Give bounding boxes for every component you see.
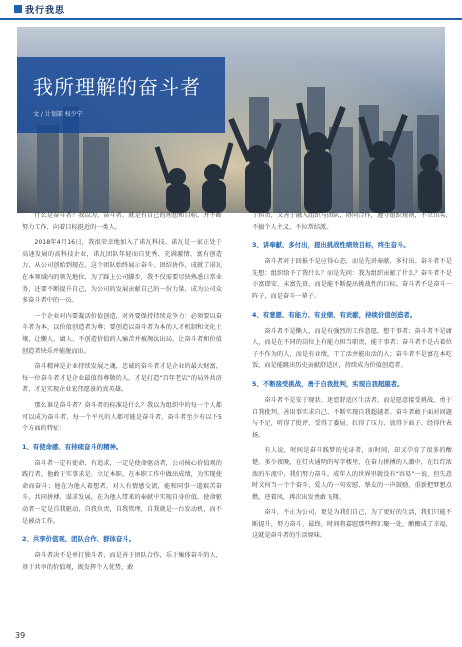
title-banner — [17, 57, 225, 133]
article-byline: 文 / 计划部 权少宁 — [33, 111, 83, 118]
section-header — [0, 0, 462, 20]
paragraph: 一个企业对内要凝活价值创造，对外要保持持续竞争力：必须要以奋斗者为本，以价值创造者为尊；要创造以奋斗者为本的人才机制和文化土壤，让懒人、庸人、不创造价值的人痛苦并被淘汰出局，让奋斗者和价值创造者快乐并能脱而出。 — [22, 312, 222, 355]
subheading: 3、讲奉献、多付出，提出挑战性绩效目标，终生奋斗。 — [252, 241, 410, 250]
paragraph: 奋斗精神是企业持续发展之魂，忠诚的奋斗者才是企业的最大财富，每一位奋斗者才是企业最值得尊敬的人，才是打造“百年老店”的局外共济者，才是实现企业宏伟愿景的真英雄。 — [22, 363, 222, 394]
paragraph: 什么是奋斗者？我以为，奋斗者，就是有自己的理想和目标，并不断努力工作，向着目标挺近的一类人。 — [22, 212, 222, 231]
paragraph: 奋斗者决不是单打独斗者，而是善于团队合作，乐于集体奋斗的人，基于共享的价值观，既发挥个人优势，敢 — [22, 552, 222, 571]
hero-image — [17, 27, 445, 213]
page-number: 39 — [15, 631, 26, 640]
subheading: 2、共享价值观、团队合作、群体奋斗。 — [22, 535, 136, 544]
subheading: 4、有意愿、有能力、有业绩、有贡献，持续价值创造者。 — [252, 310, 417, 319]
subheading: 5、不断接受挑战，勇于自我批判，实现自我超越者。 — [252, 379, 404, 388]
paragraph: 奋斗者对于回报不是应得心态，而是先讲奉献、多付出。奋斗者不是先想：组织给予了我什么？而是先问：我为组织贡献了什么？奋斗者不是小富即安、未富先贵，而是能不断提出挑战性的目标。奋斗者不是奋斗一阵子，而是奋斗一辈子。 — [252, 258, 452, 300]
right-column — [252, 210, 452, 546]
left-column — [22, 210, 222, 577]
paragraph: 于担责，又善于融入组织与团队，协同合作，遵守组织规则，不立山头，不搞个人主义，不拉帮结派。 — [252, 212, 452, 231]
paragraph: 有人说，时间是奋斗践梦的见证者，而时间，却又孕育了很多的酸楚。多少夜晚，在灯火通明的写字楼里，在奋力拼搏的人潮中，在红灯浓浓的车流中，我们努力奋斗。成年人的世界里就没有“容易”一说，但失意时又何当一个个奋斗、爱人的一句安慰、挚友的一声鼓励，重新把梦想点燃，逆着风，再次出发勇敢飞翔。 — [252, 447, 452, 501]
subheading: 1、有使命感、有持续奋斗的精神。 — [22, 442, 123, 451]
paragraph: 奋斗者不是懒人，而是有强烈的工作意愿，想干事者；奋斗者不是庸人，而是在不同的岗位上有能力担当职责，能干事者；奋斗者不是占着位子不作为的人，而是有业绩，干了活并能出活的人；奋斗者不是富在本吃饭，而是能跳出历史贡献舒适区，持续成为价值创造者。 — [252, 327, 452, 370]
article-title: 我所理解的奋斗者 — [33, 75, 201, 99]
section-marker — [14, 5, 22, 13]
paragraph: 那么谁是奋斗者？奋斗者的标准是什么？我以为组织中的每一个人都可以成为奋斗者，每一个平凡的人都可能是奋斗者，奋斗者至少有以下5个方面的特征： — [22, 401, 222, 433]
paragraph: 奋斗，不止为公司，更是为我们自己，为了更好的生活，我们只能不断提升，努力奋斗，最终，时间将嘉慰那些辉汇聚一处，酿酿成了幸福，这就是奋斗者的生活原味。 — [252, 509, 452, 540]
section-title: 我行我思 — [25, 6, 66, 16]
paragraph: 奋斗者不是安于现状、迷恋舒适区生活者，而是愿意接受挑战、勇于自我批判、善用事实求自己、不断实现自我超越者。奋斗者敢于面对问题与不足，听得了批评、受得了委屈、扛得了压力、放得下面子、经得住表扬。 — [252, 396, 452, 439]
paragraph: 奋斗者一定有使命、有追求，一定是使命驱动者，公司核心价值观的践行者。他敢于实事求是、立足本职、在本职工作中做出成绩，为实现使命而奋斗；他在为他人着想者，对人有情感交流，能和同事一道艰苦奋斗、共同拼搏，谋求发展，在为他人带来的奉献中实现自身价值。使命驱动者一定是自我驱动，自我负责，自我管理，自我就是一台发动机，而不是被动工作。 — [22, 459, 222, 525]
paragraph: 2018年4月16日，我很荣幸地加入了诺瓦科技。诺瓦是一家正处于高速发展的高科技企业，诺瓦团队年轻而自优秀、充满激情、富有创造力，从公司创始到现在，这个团队始终展示奋斗、团结协作，成就了诺瓦在本领域内的领先地位，为了踩上公司脚步，我不仅需要尽快熟悉日常业务，还要不断提升自己，为公司的发展贡献自己的一份力量，成为公司众多奋斗者中的一员。 — [22, 239, 222, 305]
